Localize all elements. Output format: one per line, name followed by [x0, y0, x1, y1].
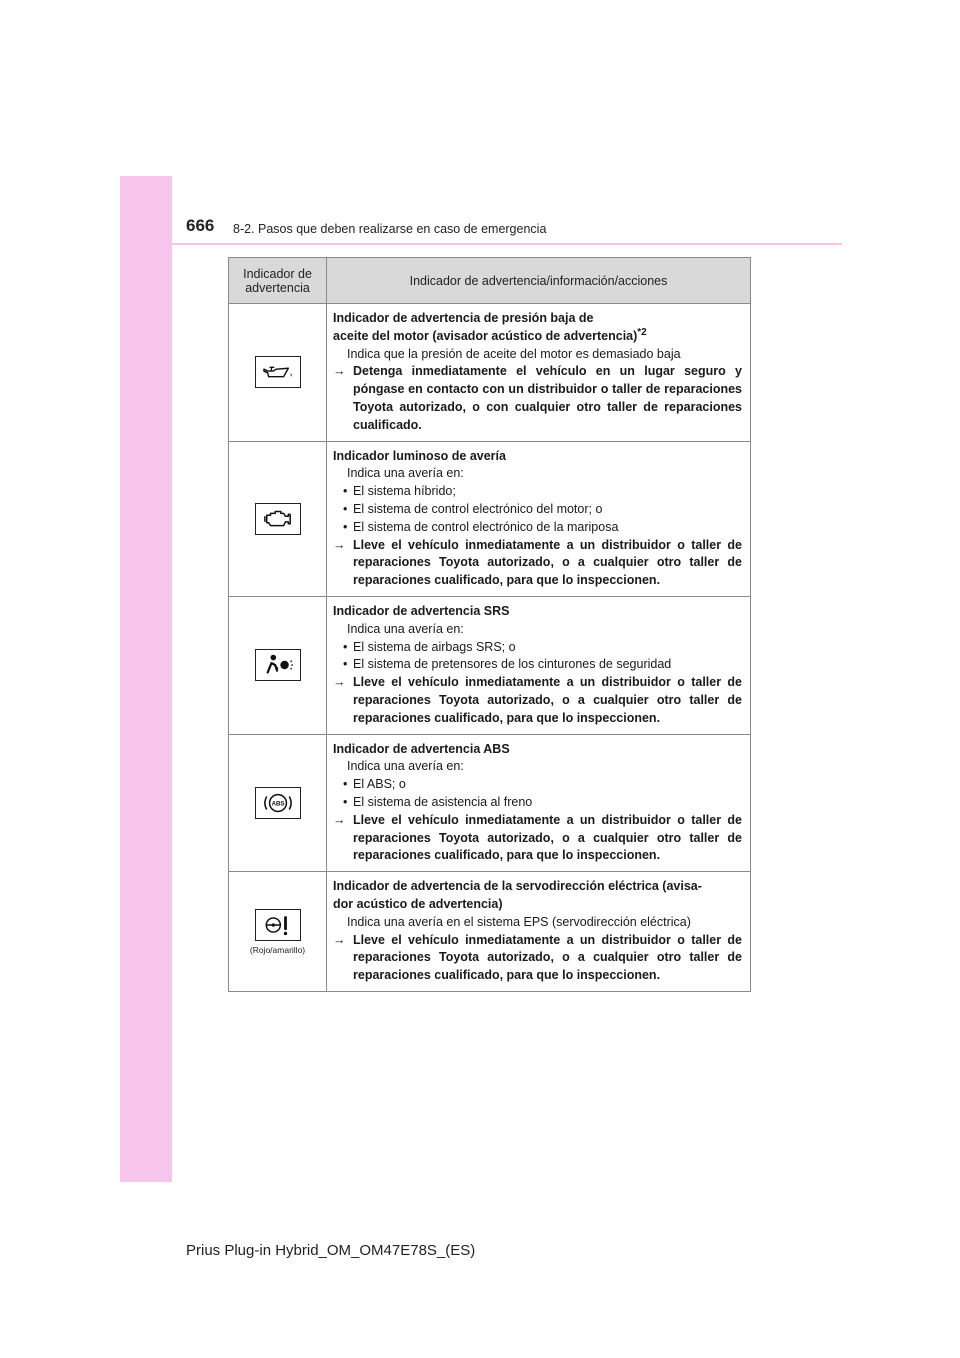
bullet-icon: •: [343, 484, 348, 499]
icon-cell: [229, 441, 327, 596]
row-action: → Lleve el vehículo inmediatamente a un distribuidor o taller de reparaciones Toyota autorizado, o a cualquier otro taller de reparaciones cualificado, para que lo inspeccionen.: [333, 675, 742, 725]
page-number: 666: [186, 216, 215, 235]
list-item: • El sistema de control electrónico del motor; o: [333, 501, 742, 519]
check-engine-icon: [255, 503, 301, 535]
row-indicates: Indica una avería en:: [347, 621, 464, 636]
table-row: [229, 304, 751, 442]
table-row: [229, 734, 751, 872]
row-description: [327, 872, 751, 992]
list-item: • El sistema híbrido;: [333, 483, 742, 501]
bullet-icon: •: [343, 777, 348, 792]
icon-cell: [229, 872, 327, 992]
superscript-note: *2: [637, 326, 647, 338]
row-title: Indicador de advertencia ABS: [333, 741, 510, 756]
row-description: [327, 734, 751, 872]
row-indicates: Indica que la presión de aceite del motor es demasiado baja: [347, 346, 681, 361]
list-item: • El sistema de airbags SRS; o: [333, 639, 742, 657]
list-item: • El ABS; o: [333, 776, 742, 794]
arrow-icon: →: [333, 932, 346, 947]
row-action: → Lleve el vehículo inmediatamente a un distribuidor o taller de reparaciones Toyota autorizado, o a cualquier otro taller de reparaciones cualificado, para que lo inspeccionen.: [333, 812, 742, 863]
col-header-indicator: Indicador de advertencia: [229, 258, 327, 304]
bullet-icon: •: [343, 639, 348, 654]
arrow-icon: →: [333, 537, 346, 552]
row-description: [327, 304, 751, 442]
table-row: [229, 441, 751, 596]
oil-pressure-icon: [255, 356, 301, 388]
icon-caption: (Rojo/amarillo): [249, 944, 306, 955]
arrow-icon: →: [333, 812, 346, 827]
icon-cell: [229, 596, 327, 734]
table-row: [229, 872, 751, 992]
arrow-icon: →: [333, 364, 346, 379]
eps-steering-icon: [255, 909, 301, 941]
warning-indicator-table: [228, 257, 751, 992]
bullet-icon: •: [343, 519, 348, 534]
bullet-icon: •: [343, 794, 348, 809]
row-description: [327, 596, 751, 734]
col-header-info: Indicador de advertencia/información/acciones: [327, 258, 751, 304]
abs-icon-label: ABS: [271, 800, 284, 808]
table-header-row: [229, 258, 751, 304]
section-title: 8-2. Pasos que deben realizarse en caso de emergencia: [233, 222, 547, 236]
footer-doc-id: Prius Plug-in Hybrid_OM_OM47E78S_(ES): [186, 1242, 476, 1259]
row-description: [327, 441, 751, 596]
row-action: → Detenga inmediatamente el vehículo en un lugar seguro y póngase en contacto con un distribuidor o taller de reparaciones Toyota autorizado, o con cualquier otro taller de reparaciones cualificado.: [333, 364, 742, 432]
abs-icon: [255, 787, 301, 819]
side-tab-band: [120, 176, 172, 1182]
row-title: Indicador de advertencia de presión baja de aceite del motor (avisador acústico de advertencia)$^{*2}$: [333, 311, 647, 343]
row-action: → Lleve el vehículo inmediatamente a un distribuidor o taller de reparaciones Toyota autorizado, o a cualquier otro taller de reparaciones cualificado, para que lo inspeccionen.: [333, 537, 742, 588]
row-indicates: Indica una avería en:: [347, 759, 464, 774]
bullet-icon: •: [343, 657, 348, 672]
icon-cell: [229, 734, 327, 872]
list-item: • El sistema de control electrónico de la mariposa: [333, 519, 742, 537]
row-title: Indicador luminoso de avería: [333, 448, 506, 463]
table-row: [229, 596, 751, 734]
row-title: Indicador de advertencia SRS: [333, 603, 510, 618]
icon-cell: [229, 304, 327, 442]
arrow-icon: →: [333, 675, 346, 690]
row-title: Indicador de advertencia de la servodirección eléctrica (avisa- dor acústico de advertencia): [333, 879, 702, 911]
row-action: → Lleve el vehículo inmediatamente a un distribuidor o taller de reparaciones Toyota autorizado, o a cualquier otro taller de reparaciones cualificado, para que lo inspeccionen.: [333, 932, 742, 983]
bullet-icon: •: [343, 501, 348, 516]
list-item: • El sistema de asistencia al freno: [333, 794, 742, 812]
list-item: • El sistema de pretensores de los cinturones de seguridad: [333, 656, 742, 674]
row-indicates: Indica una avería en el sistema EPS (servodirección eléctrica): [347, 914, 691, 929]
srs-airbag-icon: [255, 649, 301, 681]
row-indicates: Indica una avería en:: [347, 466, 464, 481]
header-rule: [120, 243, 842, 245]
